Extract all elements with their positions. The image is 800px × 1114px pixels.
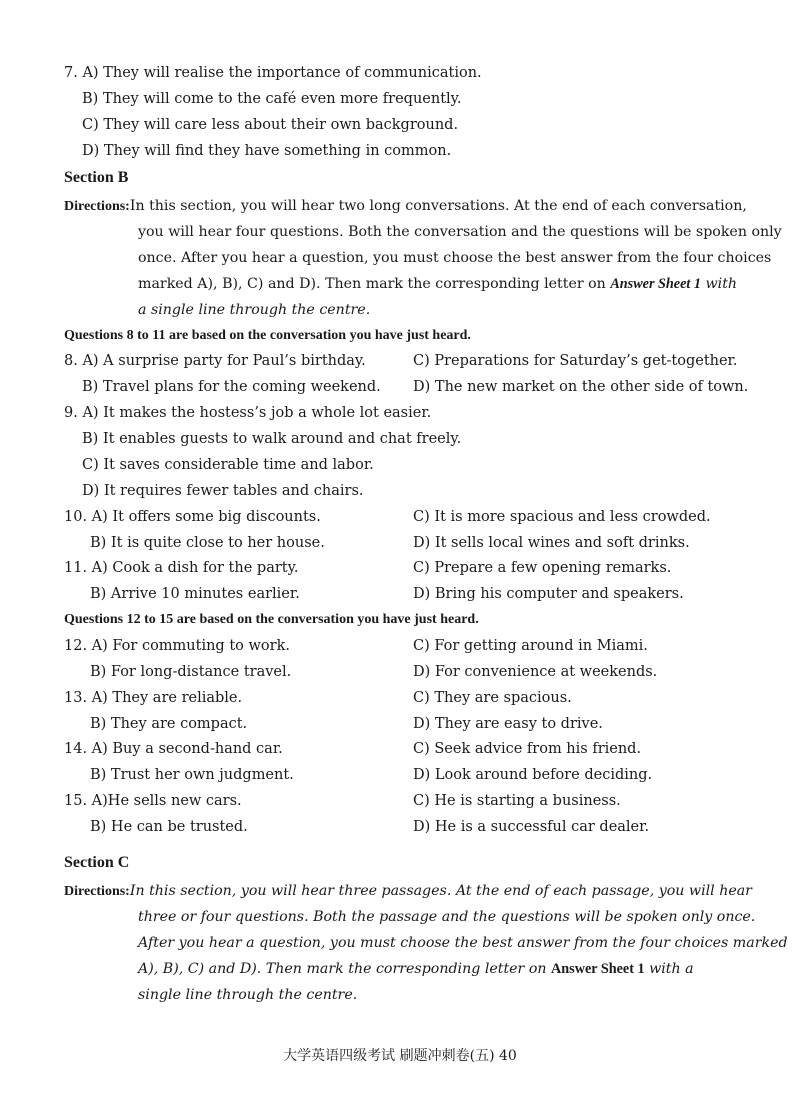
section-c-directions-line1 xyxy=(64,881,752,902)
q7-option-a: 7. A) They will realise the importance of communication. xyxy=(64,65,482,81)
section-b-directions-line2: you will hear four questions. Both the conversation and the questions will be spoken only xyxy=(138,224,782,240)
page-footer: 大学英语四级考试 刷题冲刺卷(五) 40 xyxy=(283,1048,517,1064)
q14-option-b: B) Trust her own judgment. xyxy=(90,767,294,783)
q9-option-c: C) It saves considerable time and labor. xyxy=(82,457,374,473)
section-c-directions-label: Directions: xyxy=(64,884,130,899)
section-b-directions-line3: once. After you hear a question, you must choose the best answer from the four choices xyxy=(138,250,772,266)
q14-option-d: D) Look around before deciding. xyxy=(413,767,653,783)
q9-option-d: D) It requires fewer tables and chairs. xyxy=(82,483,364,499)
q11-option-a: 11. A) Cook a dish for the party. xyxy=(64,560,299,576)
questions-8-11-heading: Questions 8 to 11 are based on the conversation you have just heard. xyxy=(64,328,471,343)
section-b-text-1: In this section, you will hear two long conversations. At the end of each conversation, xyxy=(129,198,747,214)
section-c-directions-line2: three or four questions. Both the passage and the questions will be spoken only once. xyxy=(138,909,756,925)
q12-option-c: C) For getting around in Miami. xyxy=(413,638,648,654)
q8-option-b: B) Travel plans for the coming weekend. xyxy=(82,379,381,395)
q7-option-b: B) They will come to the café even more frequently. xyxy=(82,91,462,107)
section-c-directions-line5: single line through the centre. xyxy=(138,987,358,1003)
q13-option-b: B) They are compact. xyxy=(90,716,248,732)
q15-option-c: C) He is starting a business. xyxy=(413,793,621,809)
section-b-text-4a: marked A), B), C) and D). Then mark the corresponding letter on xyxy=(138,276,611,292)
q10-option-a: 10. A) It offers some big discounts. xyxy=(64,509,321,525)
q7-option-c: C) They will care less about their own background. xyxy=(82,117,459,133)
q14-option-a: 14. A) Buy a second-hand car. xyxy=(64,741,283,757)
questions-12-15-heading: Questions 12 to 15 are based on the conversation you have just heard. xyxy=(64,612,479,627)
section-c-directions-line3: After you hear a question, you must choose the best answer from the four choices marked xyxy=(138,935,788,951)
section-b-directions-line5: a single line through the centre. xyxy=(138,302,371,318)
q8-option-c: C) Preparations for Saturday’s get-together. xyxy=(413,353,738,369)
section-b-answer-sheet: Answer Sheet 1 xyxy=(610,276,701,292)
q9-option-b: B) It enables guests to walk around and chat freely. xyxy=(82,431,462,447)
section-c-text-4c: with a xyxy=(644,961,694,977)
q12-option-d: D) For convenience at weekends. xyxy=(413,664,658,680)
q13-option-c: C) They are spacious. xyxy=(413,690,572,706)
q11-option-d: D) Bring his computer and speakers. xyxy=(413,586,684,602)
q15-option-d: D) He is a successful car dealer. xyxy=(413,819,650,835)
q10-option-c: C) It is more spacious and less crowded. xyxy=(413,509,711,525)
q15-option-b: B) He can be trusted. xyxy=(90,819,248,835)
section-c-title: Section C xyxy=(64,854,130,871)
q13-option-a: 13. A) They are reliable. xyxy=(64,690,243,706)
q15-option-a: 15. A)He sells new cars. xyxy=(64,793,242,809)
q11-option-b: B) Arrive 10 minutes earlier. xyxy=(90,586,300,602)
section-c-directions-line4 xyxy=(138,959,694,979)
section-c-answer-sheet: Answer Sheet 1 xyxy=(551,961,645,977)
q10-option-b: B) It is quite close to her house. xyxy=(90,535,325,551)
section-b-directions-line4 xyxy=(138,274,737,294)
q12-option-b: B) For long-distance travel. xyxy=(90,664,292,680)
section-c-text-1: In this section, you will hear three passages. At the end of each passage, you will hear xyxy=(129,883,752,899)
q7-option-d: D) They will find they have something in common. xyxy=(82,143,452,159)
section-b-directions-label: Directions: xyxy=(64,199,130,214)
section-b-directions-line1 xyxy=(64,196,747,217)
section-b-title: Section B xyxy=(64,169,129,186)
q14-option-c: C) Seek advice from his friend. xyxy=(413,741,642,757)
q8-option-d: D) The new market on the other side of town. xyxy=(413,379,749,395)
q11-option-c: C) Prepare a few opening remarks. xyxy=(413,560,672,576)
q10-option-d: D) It sells local wines and soft drinks. xyxy=(413,535,690,551)
q8-option-a: 8. A) A surprise party for Paul’s birthday. xyxy=(64,353,366,369)
section-b-text-4c: with xyxy=(701,276,738,292)
q9-option-a: 9. A) It makes the hostess’s job a whole lot easier. xyxy=(64,405,432,421)
section-c-text-4a: A), B), C) and D). Then mark the corresponding letter on xyxy=(138,961,552,977)
q12-option-a: 12. A) For commuting to work. xyxy=(64,638,290,654)
q13-option-d: D) They are easy to drive. xyxy=(413,716,603,732)
